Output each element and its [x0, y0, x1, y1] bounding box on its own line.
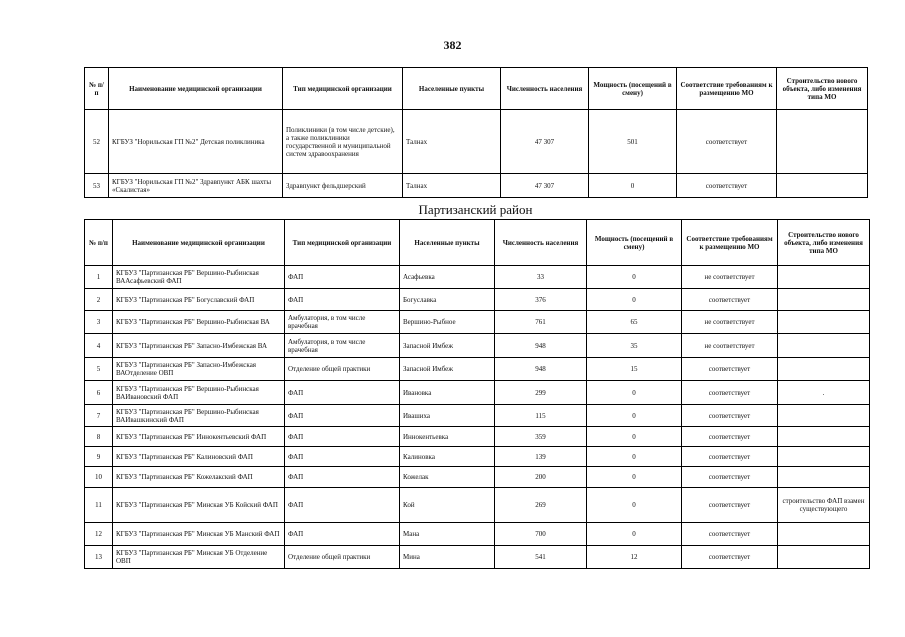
organization-type: ФАП [285, 289, 400, 311]
organization-type: Амбулатория, в том числе врачебная [285, 311, 400, 334]
header-cell: Мощность (посещений в смену) [587, 220, 682, 266]
organization-type: Амбулатория, в том числе врачебная [285, 334, 400, 358]
settlement: Талнах [403, 174, 501, 198]
capacity: 65 [587, 311, 682, 334]
capacity: 12 [587, 546, 682, 569]
population: 139 [495, 447, 587, 467]
capacity: 0 [587, 427, 682, 447]
row-number: 8 [85, 427, 113, 447]
organization-type: ФАП [285, 266, 400, 289]
population: 47 307 [501, 174, 589, 198]
capacity: 501 [589, 110, 677, 174]
header-row [85, 68, 868, 110]
compliance: не соответствует [682, 334, 778, 358]
row-number: 9 [85, 447, 113, 467]
compliance: соответствует [677, 110, 777, 174]
settlement: Кожелак [400, 467, 495, 488]
table-partizansky [84, 219, 870, 569]
population: 299 [495, 381, 587, 405]
settlement: Калиновка [400, 447, 495, 467]
table-row [85, 447, 870, 467]
organization-name: КГБУЗ "Партизанская РБ" Вершино-Рыбинская ВАИвановский ФАП [113, 381, 285, 405]
organization-name: КГБУЗ "Норильская ГП №2" Здравпункт АБК шахты «Скалистая» [109, 174, 283, 198]
header-cell: Тип медицинской организации [283, 68, 403, 110]
row-number: 3 [85, 311, 113, 334]
organization-name: КГБУЗ "Партизанская РБ" Минская УБ Отделение ОВП [113, 546, 285, 569]
construction [778, 311, 870, 334]
header-cell: Населенные пункты [403, 68, 501, 110]
organization-name: КГБУЗ "Партизанская РБ" Кожелакский ФАП [113, 467, 285, 488]
table-row [85, 174, 868, 198]
capacity: 0 [587, 447, 682, 467]
population: 948 [495, 358, 587, 381]
table-norilsk [84, 67, 868, 198]
organization-type: ФАП [285, 405, 400, 427]
header-cell: Мощность (посещений в смену) [589, 68, 677, 110]
settlement: Запасной Имбеж [400, 334, 495, 358]
organization-name: КГБУЗ "Партизанская РБ" Запасно-Имбежская ВА [113, 334, 285, 358]
header-cell: Соответствие требованиям к размещению МО [677, 68, 777, 110]
settlement: Вершино-Рыбное [400, 311, 495, 334]
construction [777, 110, 868, 174]
organization-name: КГБУЗ "Партизанская РБ" Запасно-Имбежская ВАОтделение ОВП [113, 358, 285, 381]
population: 700 [495, 523, 587, 546]
settlement: Иннокентьевка [400, 427, 495, 447]
construction [778, 447, 870, 467]
settlement: Асафьевка [400, 266, 495, 289]
settlement: Кой [400, 488, 495, 523]
organization-name: КГБУЗ "Партизанская РБ" Иннокентьевский ФАП [113, 427, 285, 447]
header-cell: Соответствие требованиям к размещению МО [682, 220, 778, 266]
table-row [85, 334, 870, 358]
header-cell: Наименование медицинской организации [113, 220, 285, 266]
capacity: 0 [587, 405, 682, 427]
row-number: 1 [85, 266, 113, 289]
population: 269 [495, 488, 587, 523]
row-number: 13 [85, 546, 113, 569]
construction [778, 334, 870, 358]
compliance: не соответствует [682, 266, 778, 289]
header-cell: Тип медицинской организации [285, 220, 400, 266]
organization-type: Здравпункт фельдшерский [283, 174, 403, 198]
organization-name: КГБУЗ "Партизанская РБ" Вершино-Рыбинская ВА [113, 311, 285, 334]
organization-type: ФАП [285, 523, 400, 546]
row-number: 2 [85, 289, 113, 311]
table-row [85, 467, 870, 488]
organization-type: ФАП [285, 381, 400, 405]
construction [778, 266, 870, 289]
table-row [85, 523, 870, 546]
compliance: соответствует [682, 289, 778, 311]
table-row [85, 546, 870, 569]
table-row [85, 427, 870, 447]
population: 200 [495, 467, 587, 488]
population: 359 [495, 427, 587, 447]
table-row [85, 358, 870, 381]
organization-type: Отделение общей практики [285, 546, 400, 569]
header-cell: № п/п [85, 220, 113, 266]
population: 948 [495, 334, 587, 358]
organization-name: КГБУЗ "Партизанская РБ" Богуславский ФАП [113, 289, 285, 311]
capacity: 0 [587, 266, 682, 289]
compliance: соответствует [682, 358, 778, 381]
organization-name: КГБУЗ "Норильская ГП №2" Детская поликлиника [109, 110, 283, 174]
construction [778, 289, 870, 311]
compliance: соответствует [682, 427, 778, 447]
header-cell: Численность населения [501, 68, 589, 110]
organization-name: КГБУЗ "Партизанская РБ" Вершино-Рыбинская ВААсафьевский ФАП [113, 266, 285, 289]
settlement: Мина [400, 546, 495, 569]
header-row [85, 220, 870, 266]
compliance: соответствует [682, 546, 778, 569]
row-number: 11 [85, 488, 113, 523]
row-number: 12 [85, 523, 113, 546]
construction [778, 523, 870, 546]
row-number: 7 [85, 405, 113, 427]
row-number: 52 [85, 110, 109, 174]
compliance: соответствует [677, 174, 777, 198]
capacity: 0 [587, 488, 682, 523]
population: 47 307 [501, 110, 589, 174]
capacity: 0 [589, 174, 677, 198]
population: 115 [495, 405, 587, 427]
organization-type: Отделение общей практики [285, 358, 400, 381]
table-row [85, 405, 870, 427]
header-cell: Численность населения [495, 220, 587, 266]
population: 33 [495, 266, 587, 289]
organization-type: ФАП [285, 447, 400, 467]
construction [778, 405, 870, 427]
compliance: соответствует [682, 523, 778, 546]
organization-type: ФАП [285, 488, 400, 523]
organization-name: КГБУЗ "Партизанская РБ" Калиновский ФАП [113, 447, 285, 467]
capacity: 0 [587, 523, 682, 546]
construction [777, 174, 868, 198]
construction [778, 427, 870, 447]
organization-name: КГБУЗ "Партизанская РБ" Вершино-Рыбинская ВАИвашкинский ФАП [113, 405, 285, 427]
settlement: Богуславка [400, 289, 495, 311]
header-cell: Строительство нового объекта, либо изменения типа МО [778, 220, 870, 266]
table-row [85, 266, 870, 289]
construction: . [778, 381, 870, 405]
organization-type: Поликлиники (в том числе детские), а также поликлиники государственной и муниципальной систем здравоохранения [283, 110, 403, 174]
row-number: 4 [85, 334, 113, 358]
compliance: не соответствует [682, 311, 778, 334]
capacity: 0 [587, 467, 682, 488]
row-number: 6 [85, 381, 113, 405]
capacity: 15 [587, 358, 682, 381]
header-cell: Населенные пункты [400, 220, 495, 266]
row-number: 5 [85, 358, 113, 381]
table-row [85, 311, 870, 334]
page-number: 382 [443, 38, 462, 52]
capacity: 35 [587, 334, 682, 358]
organization-name: КГБУЗ "Партизанская РБ" Минская УБ Койский ФАП [113, 488, 285, 523]
capacity: 0 [587, 289, 682, 311]
compliance: соответствует [682, 381, 778, 405]
header-cell: Строительство нового объекта, либо изменения типа МО [777, 68, 868, 110]
organization-type: ФАП [285, 467, 400, 488]
compliance: соответствует [682, 405, 778, 427]
table-row [85, 289, 870, 311]
population: 376 [495, 289, 587, 311]
compliance: соответствует [682, 488, 778, 523]
settlement: Ивановка [400, 381, 495, 405]
population: 761 [495, 311, 587, 334]
compliance: соответствует [682, 467, 778, 488]
population: 541 [495, 546, 587, 569]
organization-name: КГБУЗ "Партизанская РБ" Минская УБ Манский ФАП [113, 523, 285, 546]
section-title: Партизанский район [418, 202, 533, 217]
construction [778, 467, 870, 488]
row-number: 10 [85, 467, 113, 488]
table-row [85, 381, 870, 405]
settlement: Ивашиха [400, 405, 495, 427]
construction: строительство ФАП взамен существующего [778, 488, 870, 523]
compliance: соответствует [682, 447, 778, 467]
settlement: Запасной Имбеж [400, 358, 495, 381]
capacity: 0 [587, 381, 682, 405]
header-cell: № п/п [85, 68, 109, 110]
table-row [85, 488, 870, 523]
row-number: 53 [85, 174, 109, 198]
construction [778, 358, 870, 381]
settlement: Талнах [403, 110, 501, 174]
organization-type: ФАП [285, 427, 400, 447]
construction [778, 546, 870, 569]
header-cell: Наименование медицинской организации [109, 68, 283, 110]
settlement: Мана [400, 523, 495, 546]
table-row [85, 110, 868, 174]
